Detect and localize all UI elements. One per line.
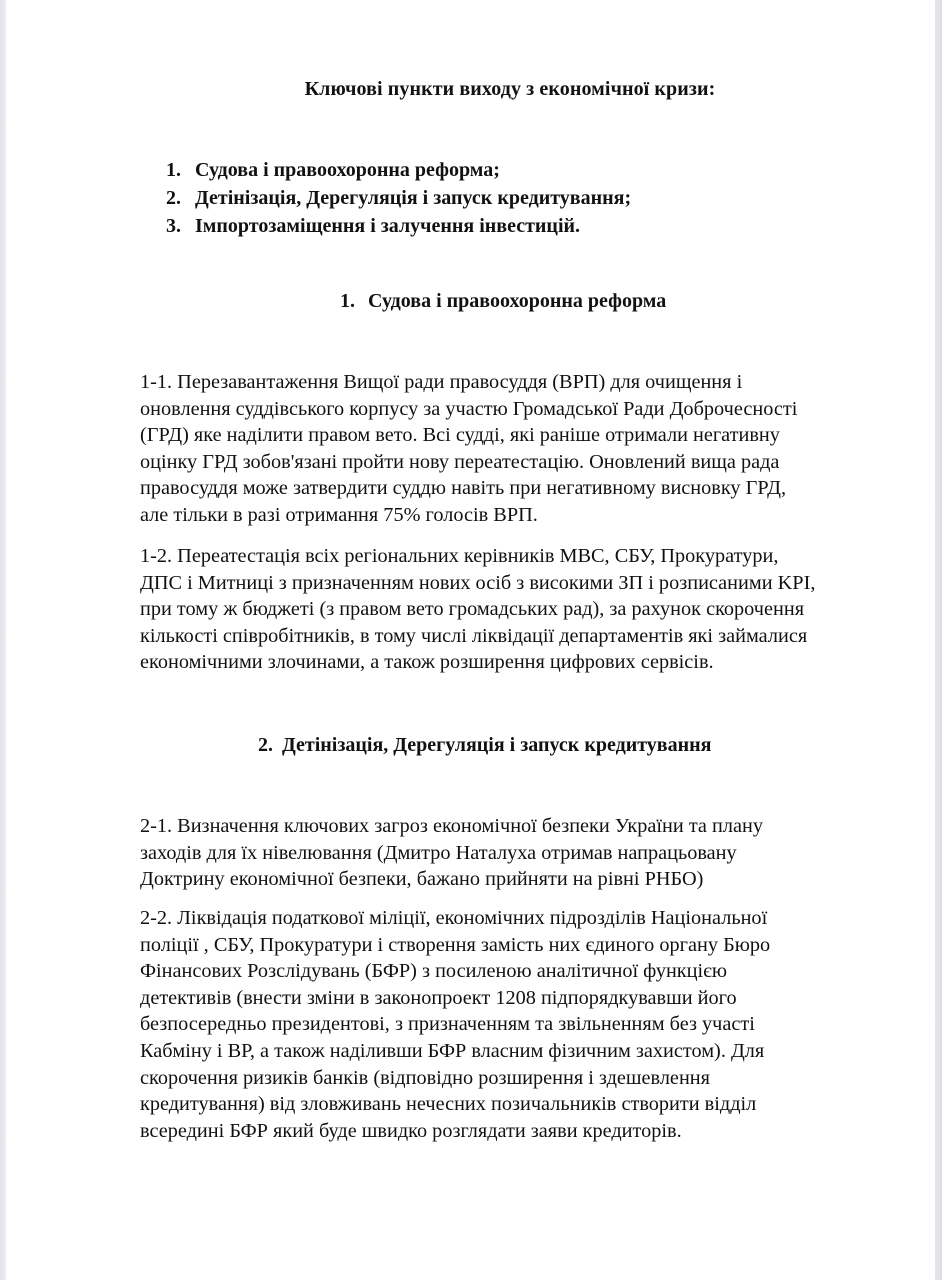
key-point-number: 3.: [166, 215, 181, 237]
paragraph-line: правосуддя може затвердити суддю навіть при негативному висновку ГРД,: [140, 477, 787, 500]
page-edge-left: [0, 0, 6, 1280]
paragraph-line: заходів для їх нівелювання (Дмитро Наталуха отримав напрацьовану: [140, 841, 737, 864]
key-points-list: [166, 156, 631, 240]
paragraph-line: кількості співробітників, в тому числі ліквідації департаментів які займалися: [140, 624, 808, 647]
paragraph-1-1: [140, 369, 840, 529]
paragraph-line: безпосередньо президентові, з призначенням та звільненням без участі: [140, 1013, 755, 1036]
paragraph-line: 2-1. Визначення ключових загроз економічної безпеки України та плану: [140, 815, 763, 837]
key-point-item: [166, 156, 631, 184]
page-edge-right: [935, 0, 942, 1280]
paragraph-line: економічними злочинами, а також розширення цифрових сервісів.: [140, 651, 714, 674]
key-point-text: Судова і правоохоронна реформа;: [195, 159, 500, 181]
paragraph-line: при тому ж бюджеті (з правом вето громадських рад), за рахунок скорочення: [140, 598, 805, 621]
key-point-number: 2.: [166, 187, 181, 209]
section-number: 1.: [340, 290, 355, 312]
key-point-number: 1.: [166, 159, 181, 181]
paragraph-line: скорочення ризиків банків (відповідно розширення і здешевлення: [140, 1066, 710, 1089]
paragraph-line: всередині БФР який буде швидко розглядати заяви кредиторів.: [140, 1119, 682, 1142]
paragraph-line: але тільки в разі отримання 75% голосів ВРП.: [140, 503, 538, 526]
paragraph-line: Кабміну і ВР, а також наділивши БФР власним фізичним захистом). Для: [140, 1039, 765, 1062]
paragraph-line: оцінку ГРД зобов'язані пройти нову переатестацію. Оновлений вища рада: [140, 450, 780, 473]
paragraph-line: Фінансових Розслідувань (БФР) з посиленою аналітичної функцією: [140, 960, 728, 983]
paragraph-line: ДПС і Митниці з призначенням нових осіб з високими ЗП і розписаними KPI,: [140, 571, 816, 594]
paragraph-line: 2-2. Ліквідація податкової міліції, економічних підрозділів Національної: [140, 907, 768, 929]
key-point-item: [166, 184, 631, 212]
key-point-text: Імпортозаміщення і залучення інвестицій.: [195, 215, 581, 237]
section-title: Судова і правоохоронна реформа: [368, 290, 667, 312]
paragraph-line: поліції , СБУ, Прокуратури і створення замість них єдиного органу Бюро: [140, 933, 771, 956]
section-number: 2.: [258, 734, 273, 756]
key-point-item: [166, 212, 631, 240]
paragraph-line: 1-1. Перезавантаження Вищої ради правосуддя (ВРП) для очищення і: [140, 371, 743, 393]
section-heading-deregulation: [258, 734, 711, 757]
section-title: Детінізація, Дерегуляція і запуск кредитування: [282, 734, 712, 756]
section-heading-judicial-reform: [340, 290, 666, 313]
key-point-text: Детінізація, Дерегуляція і запуск кредитування;: [195, 187, 632, 209]
paragraph-line: (ГРД) яке наділити правом вето. Всі судді, які раніше отримали негативну: [140, 424, 780, 447]
paragraph-2-1: [140, 813, 840, 893]
paragraph-line: кредитування) від зловживань нечесних позичальників створити відділ: [140, 1093, 757, 1116]
paragraph-line: 1-2. Переатестація всіх регіональних керівників МВС, СБУ, Прокуратури,: [140, 545, 779, 567]
paragraph-1-2: [140, 543, 840, 676]
paragraph-2-2: [140, 905, 840, 1144]
paragraph-line: детективів (внести зміни в законопроект 1208 підпорядкувавши його: [140, 986, 737, 1009]
paragraph-line: оновлення суддівського корпусу за участю Громадської Ради Доброчесності: [140, 397, 798, 420]
document-title: Ключові пункти виходу з економічної кризи:: [304, 78, 716, 100]
paragraph-line: Доктрину економічної безпеки, бажано прийняти на рівні РНБО): [140, 868, 704, 891]
